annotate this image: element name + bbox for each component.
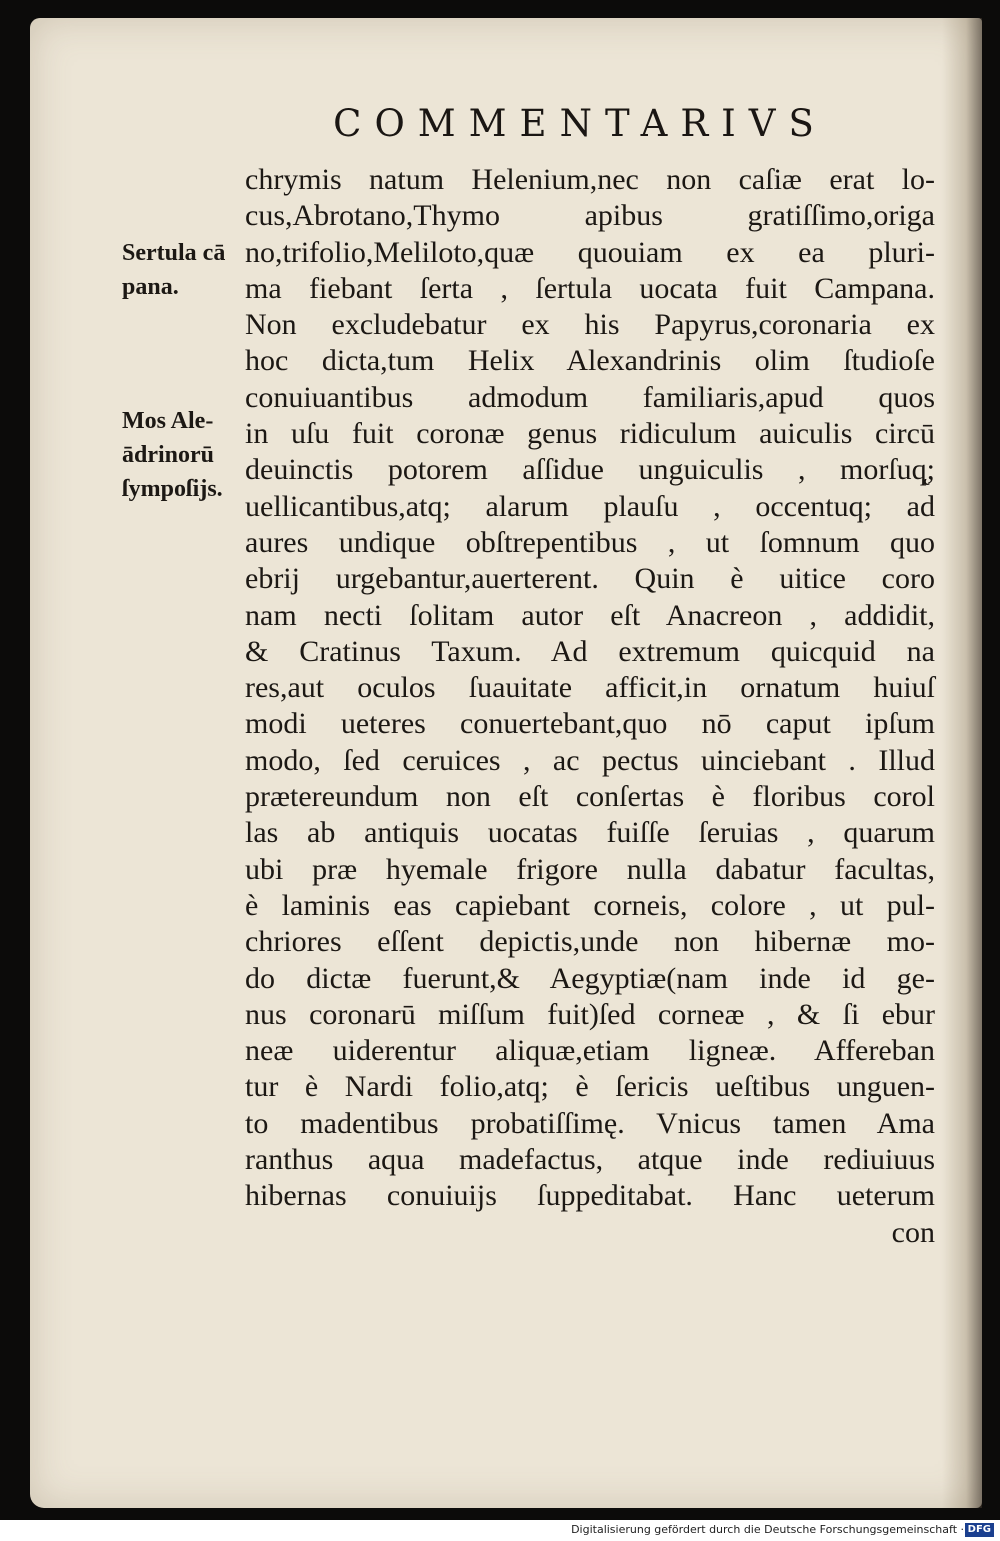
text-line: las ab antiquis uocatas fuiſſe ſeruias , quarum: [245, 816, 935, 850]
digitization-footer: [0, 1520, 1000, 1541]
marginal-note-line: Sertula cā: [122, 240, 226, 266]
text-line: res,aut oculos ſuauitate afficit,in ornatum huiuſ: [245, 671, 935, 705]
text-line: modi ueteres conuertebant,quo nō caput ipſum: [245, 707, 935, 741]
text-line: no,trifolio,Meliloto,quæ quouiam ex ea pluri-: [245, 235, 935, 269]
catchword: con: [891, 1215, 935, 1249]
text-line: hoc dicta,tum Helix Alexandrinis olim ſtudioſe: [245, 344, 935, 378]
marginal-note-line: ſympoſijs.: [122, 476, 223, 502]
page-spine-shadow: [942, 18, 982, 1508]
text-line: nam necti ſolitam autor eſt Anacreon , addidit,: [245, 598, 935, 632]
running-head: COMMENTARIVS: [333, 102, 827, 145]
text-line: neæ uiderentur aliquæ,etiam ligneæ. Affereban: [245, 1034, 935, 1068]
text-line: tur è Nardi folio,atq; è ſericis ueſtibus unguen-: [245, 1070, 935, 1104]
text-line: ma fiebant ſerta , ſertula uocata fuit Campana.: [245, 271, 935, 305]
text-line: modo, ſed ceruices , ac pectus uinciebant . Illud: [245, 743, 935, 777]
text-line: hibernas conuiuijs ſuppeditabat. Hanc ueterum: [245, 1179, 935, 1213]
marginal-note-mos-alexandrinorum: [122, 404, 257, 506]
text-line: chriores eſſent depictis,unde non hibernæ mo-: [245, 925, 935, 959]
text-line: Non excludebatur ex his Papyrus,coronaria ex: [245, 308, 935, 342]
text-line: do dictæ fuerunt,& Aegyptiæ(nam inde id ge-: [245, 961, 935, 995]
text-line: & Cratinus Taxum. Ad extremum quicquid na: [245, 634, 935, 668]
text-line: chrymis natum Helenium,nec non caſiæ erat lo-: [245, 163, 935, 196]
text-line: nus coronarū miſſum fuit)ſed corneæ , & ſi ebur: [245, 997, 935, 1031]
text-line: conuiuantibus admodum familiaris,apud quos: [245, 380, 935, 414]
funding-credit: Digitalisierung gefördert durch die Deutsche Forschungsgemeinschaft ·: [571, 1523, 964, 1536]
text-line: ubi præ hyemale frigore nulla dabatur facultas,: [245, 852, 935, 886]
marginal-note-line: pana.: [122, 274, 179, 300]
text-line: cus,Abrotano,Thymo apibus gratiſſimo,origa: [245, 199, 935, 233]
text-line: deuinctis potorem aſſidue unguiculis , morſuq̨;: [245, 453, 935, 487]
text-line: prætereundum non eſt conſertas è floribus corol: [245, 780, 935, 814]
body-text: [245, 162, 935, 1251]
text-line: to madentibus probatiſſimę. Vnicus tamen Ama: [245, 1106, 935, 1140]
text-line: aures undique obſtrepentibus , ut ſomnum quo: [245, 525, 935, 559]
text-line: ebrij urgebantur,auerterent. Quin è uitice coro: [245, 562, 935, 596]
marginal-note-sertula: [122, 236, 257, 304]
text-line: uellicantibus,atq; alarum plauſu , occentuq; ad: [245, 489, 935, 523]
marginal-note-line: Mos Ale-: [122, 408, 214, 434]
marginal-note-line: ādrinorū: [122, 442, 215, 468]
text-line: ranthus aqua madefactus, atque inde rediuiuus: [245, 1143, 935, 1177]
dfg-logo: DFG: [965, 1523, 994, 1537]
text-line: è laminis eas capiebant corneis, colore , ut pul-: [245, 888, 935, 922]
text-line: in uſu fuit coronæ genus ridiculum auiculis circū: [245, 417, 935, 451]
